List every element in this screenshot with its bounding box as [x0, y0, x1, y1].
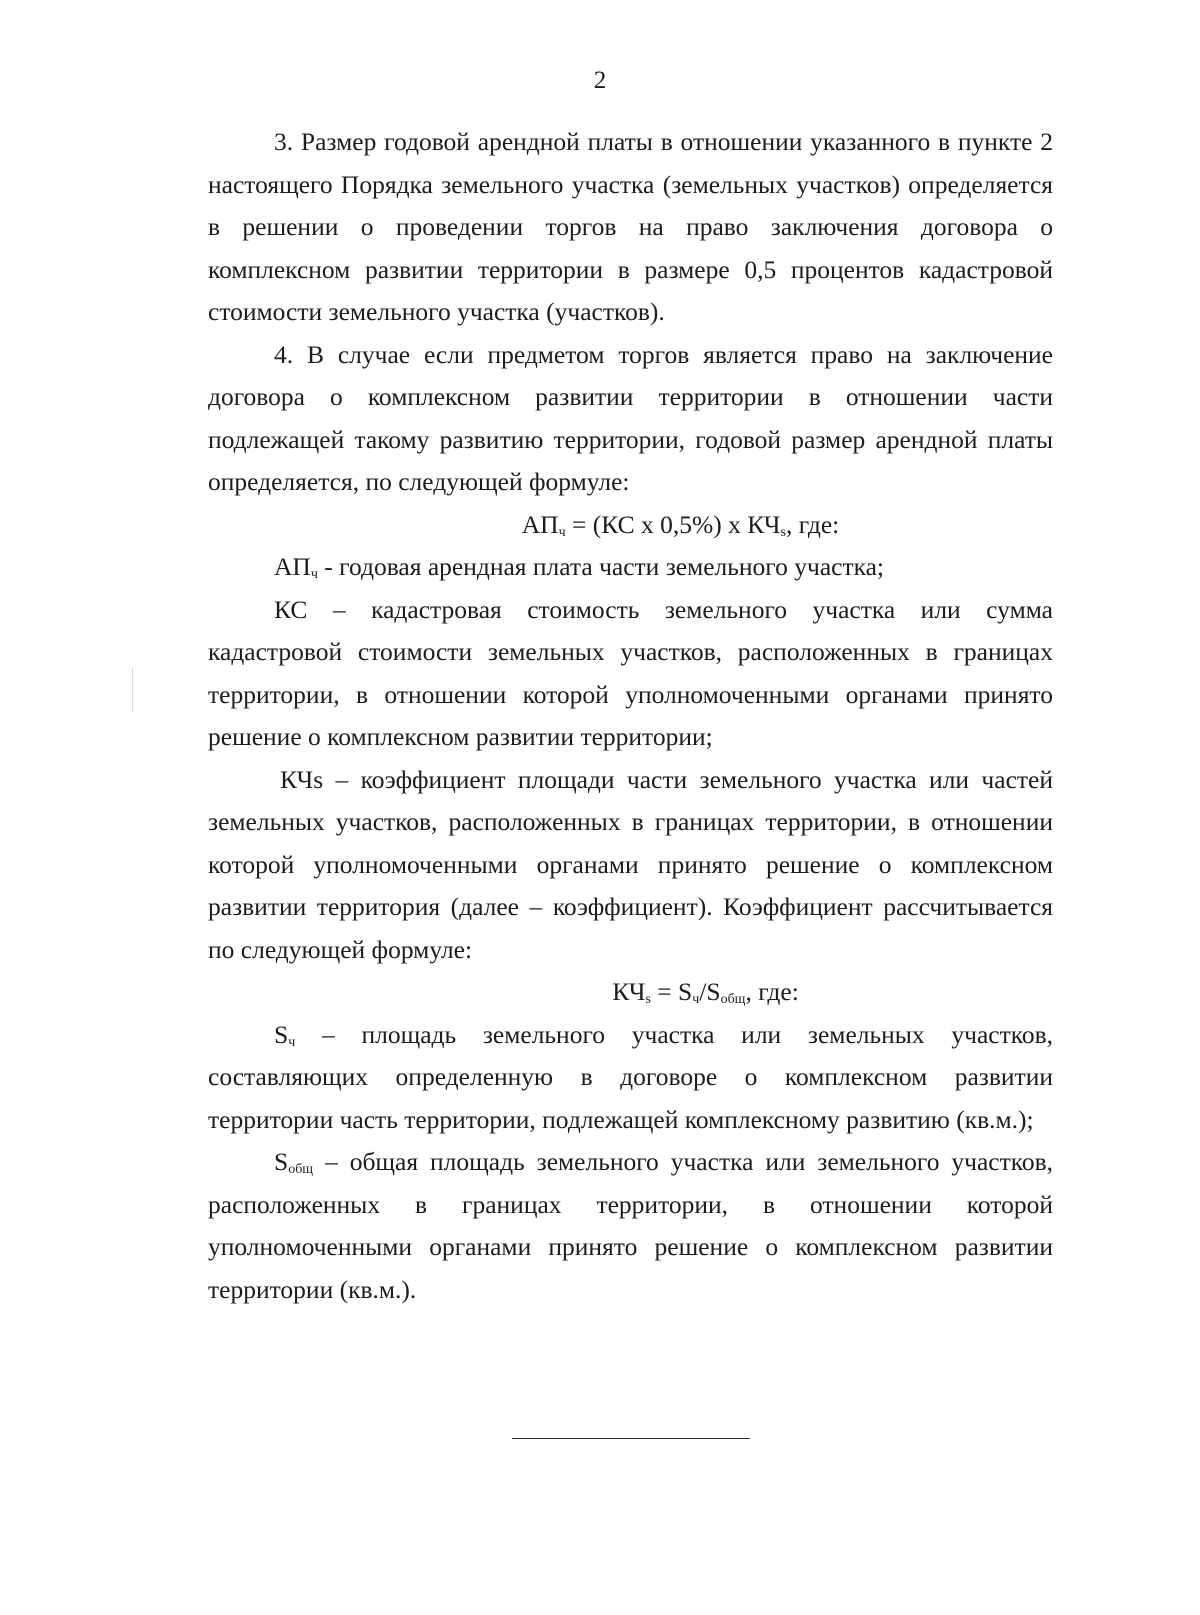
paragraph-4: 4. В случае если предметом торгов является право на заключение договора о комплексном развитии территории в отношении части подлежащей такому развитию территории, годовой размер арендной платы определяется, по следующей формуле:	[208, 339, 1053, 496]
definition-kchs: КЧs – коэффициент площади части земельного участка или частей земельных участков, расположенных в границах территории, в отношении которой уполномоченными органами принято решение о комплексном развитии территория (далее – коэффициент). Коэффициент рассчитывается по следующей формуле:	[208, 764, 1053, 964]
page-number: 2	[593, 67, 607, 94]
definition-ap-symbol-sub: ч	[310, 567, 318, 582]
formula-ap-rhs-sub: s	[780, 524, 786, 540]
definition-sobsh-symbol: S	[274, 1147, 289, 1176]
definition-ap	[208, 546, 1053, 589]
formula-kchs-lhs: КЧ	[612, 977, 646, 1006]
formula-ap-lhs-sub: ч	[558, 524, 566, 540]
formula-ap-rhs: = (КС х 0,5%) х КЧ	[565, 509, 781, 539]
formula-kchs	[208, 971, 1053, 1014]
formula-kchs-tail: , где:	[745, 977, 799, 1006]
definition-ap-symbol: АП	[274, 552, 311, 581]
definition-ap-text: - годовая арендная плата части земельного участка;	[317, 552, 885, 581]
definition-sch-symbol-sub: ч	[288, 1034, 296, 1050]
formula-kchs-lhs-sub: s	[645, 992, 651, 1007]
formula-kchs-den-sub: общ	[720, 992, 746, 1007]
formula-ap	[208, 504, 1053, 547]
definition-sch-text: – площадь земельного участка или земельных участков, составляющих определенную в договоре о комплексном развитии территории часть территории, подлежащей комплексному развитию (кв.м.);	[208, 1019, 1053, 1134]
formula-kchs-div: /S	[699, 977, 721, 1006]
formula-ap-lhs: АП	[521, 509, 559, 539]
scan-margin-mark	[132, 668, 133, 712]
formula-kchs-eq: = S	[650, 977, 693, 1006]
definition-sobsh-text: – общая площадь земельного участка или земельного участков, расположенных в границах территории, в отношении которой уполномоченными органами принято решение о комплексном развитии территории (кв.м.).	[208, 1147, 1053, 1304]
definition-sobsh	[208, 1141, 1053, 1311]
end-of-document-rule	[512, 1438, 750, 1439]
document-body	[208, 121, 1053, 1311]
paragraph-3: 3. Размер годовой арендной платы в отношении указанного в пункте 2 настоящего Порядка земельного участка (земельных участков) определяется в решении о проведении торгов на право заключения договора о комплексном развитии территории в размере 0,5 процентов кадастровой стоимости земельного участка (участков).	[208, 127, 1053, 326]
definition-ks: КС – кадастровая стоимость земельного участка или сумма кадастровой стоимости земельных участков, расположенных в границах территории, в отношении которой уполномоченными органами принято решение о комплексном развитии территории;	[208, 594, 1053, 751]
definition-sch-symbol: S	[274, 1019, 289, 1049]
formula-kchs-num-sub: ч	[692, 992, 700, 1007]
formula-ap-tail: , где:	[785, 509, 840, 539]
definition-sch	[208, 1014, 1053, 1142]
definition-sobsh-symbol-sub: общ	[288, 1162, 314, 1177]
